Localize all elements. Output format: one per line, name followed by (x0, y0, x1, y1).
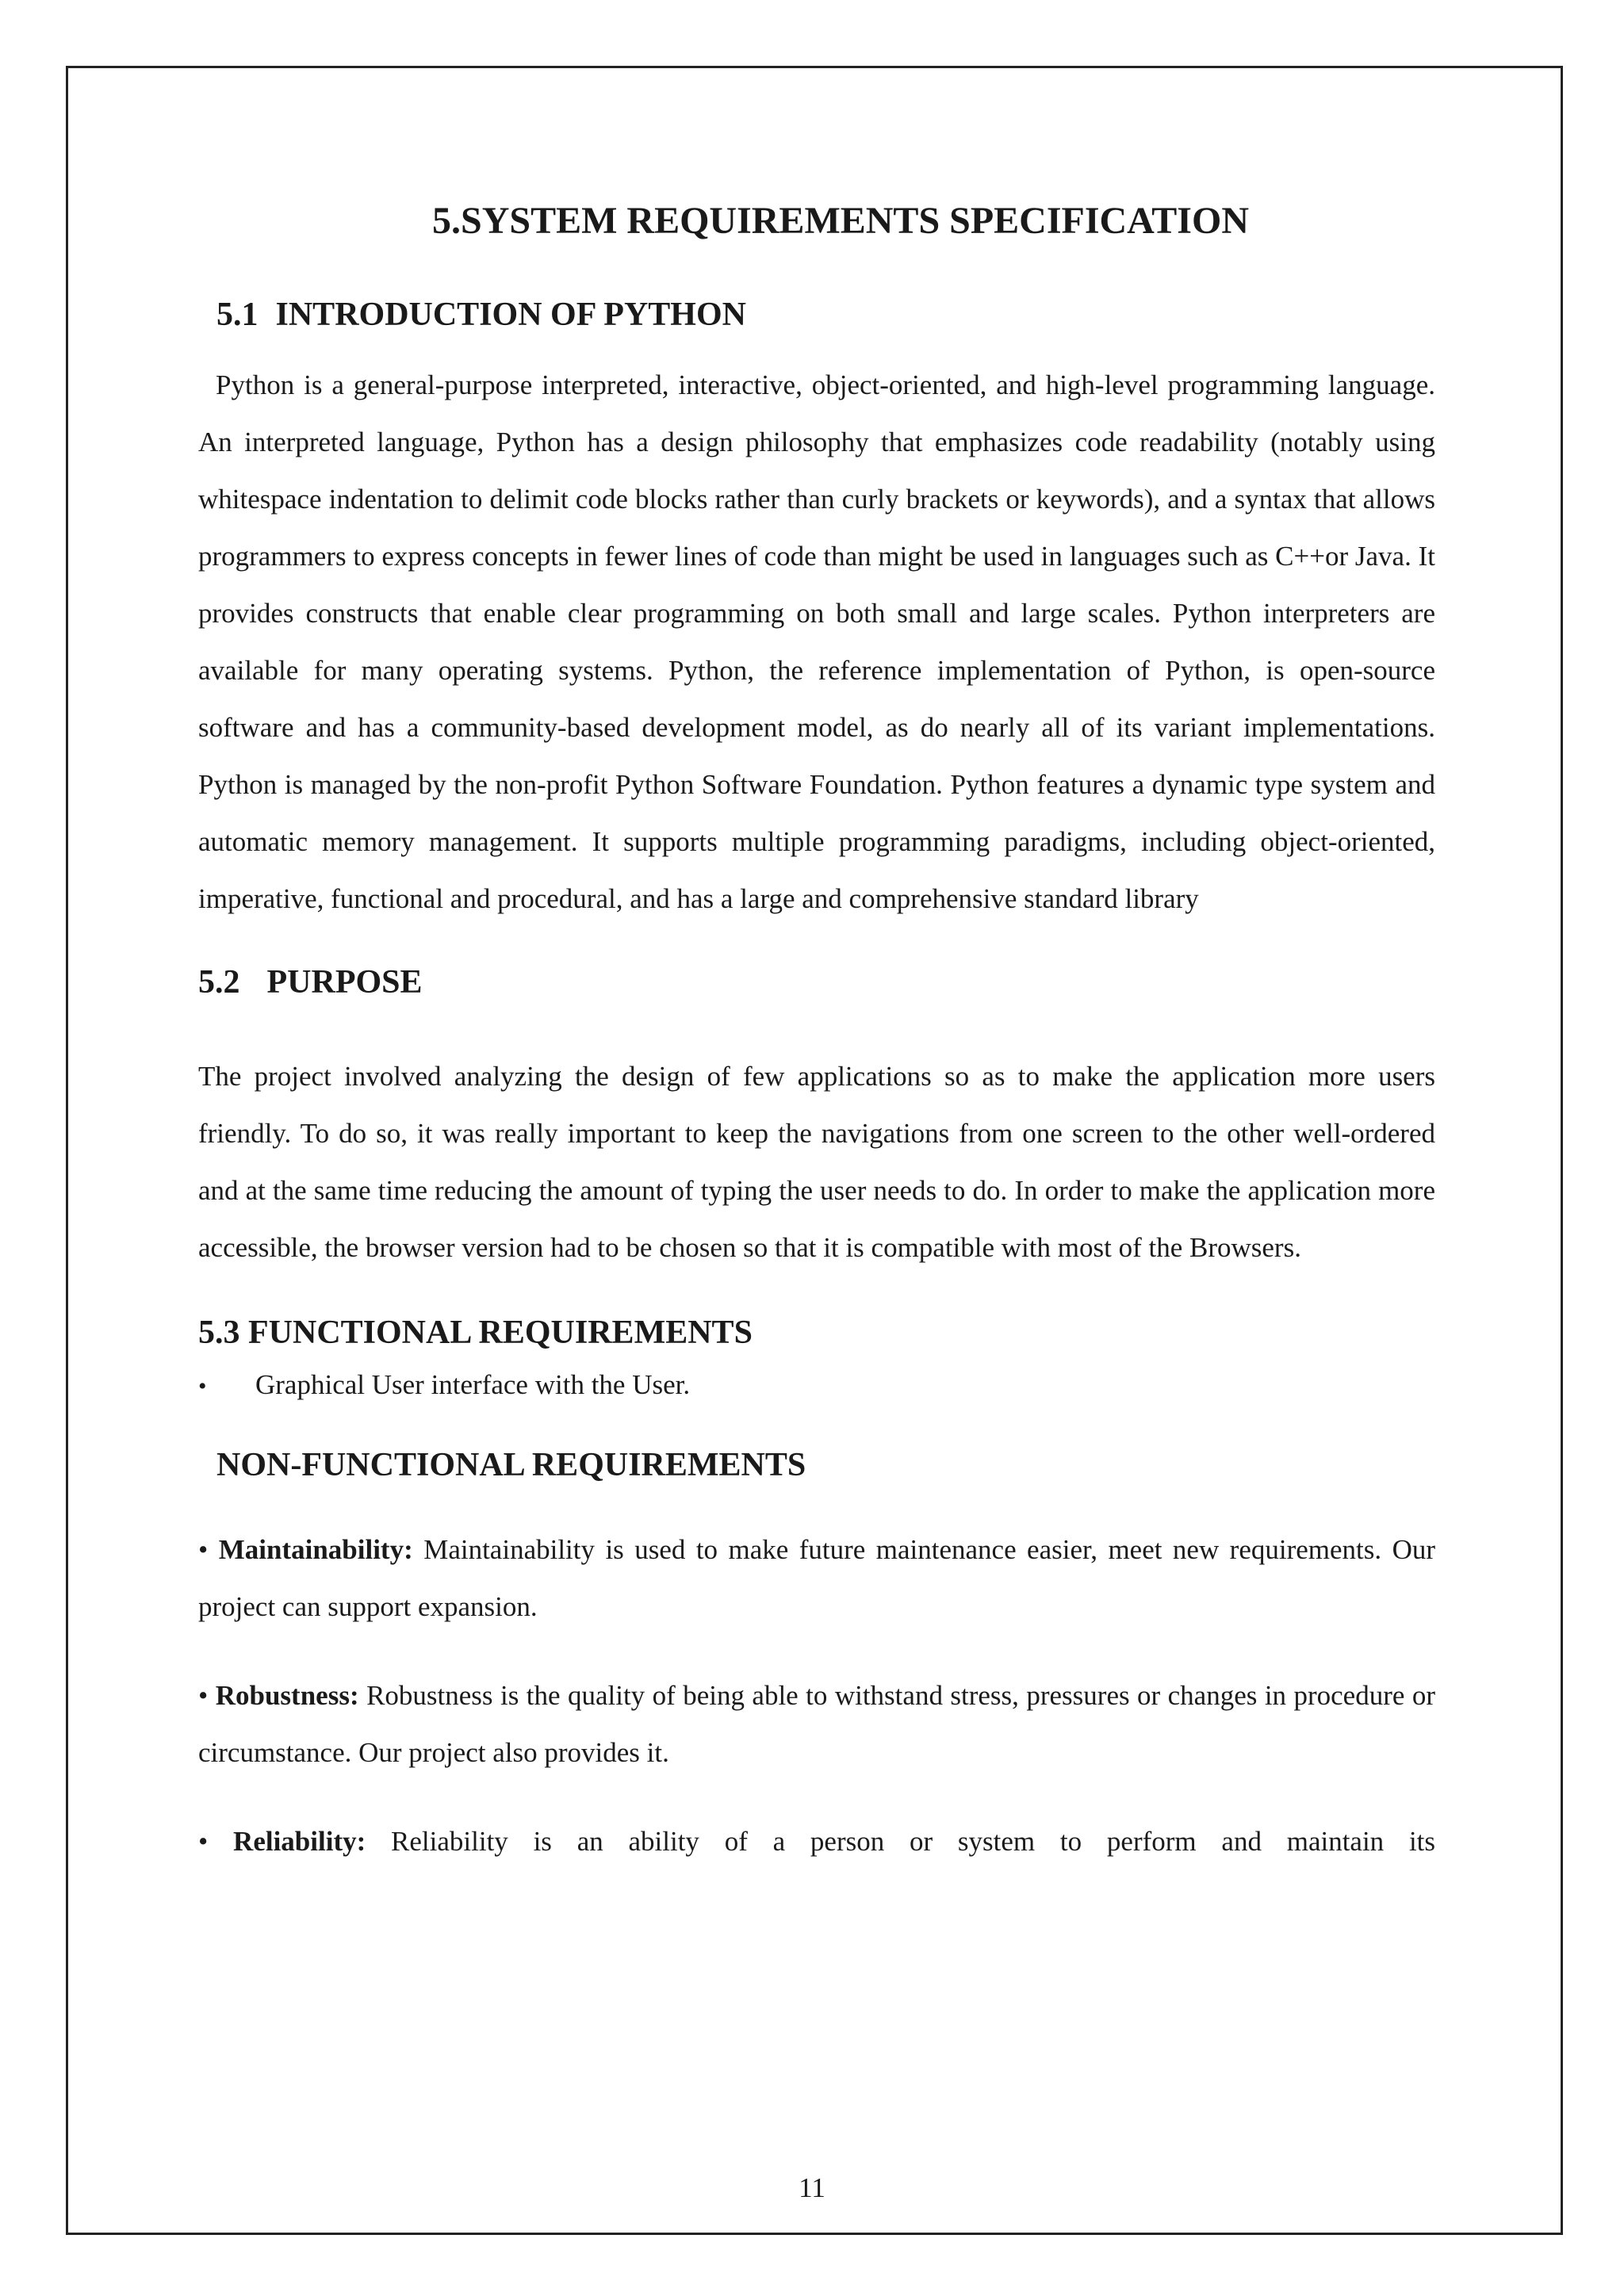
spacer (198, 1276, 1435, 1313)
section-5-1-title: INTRODUCTION OF PYTHON (275, 296, 746, 333)
spacer (198, 928, 1435, 962)
spacer (198, 1485, 1435, 1521)
section-5-2-title: PURPOSE (266, 963, 423, 1001)
nfr-text: Maintainability is used to make future maintenance easier, meet new requirements. Our project can support expansion. (198, 1534, 1436, 1623)
nfr-text: Robustness is the quality of being able to withstand stress, pressures or changes in procedure or circumstance. Our project also provides it. (198, 1680, 1436, 1769)
section-5-2-number: 5.2 (198, 963, 240, 1001)
section-5-1-heading (216, 295, 1435, 335)
spacer (198, 1002, 1435, 1048)
nfr-term: Reliability: (233, 1826, 366, 1858)
nfr-term: Maintainability: (218, 1534, 413, 1566)
functional-requirement-text: Graphical User interface with the User. (255, 1368, 691, 1400)
nfr-text: Reliability is an ability of a person or system to perform and maintain its (391, 1826, 1436, 1858)
section-5-2-body: The project involved analyzing the design of few applications so as to make the application more users friendly. To do so, it was really important to keep the navigations from one screen to the other well-ordered and at the same time reducing the amount of typing the user needs to do. In order to make the application more accessible, the browser version had to be chosen so that it is compatible with most of the Browsers. (198, 1061, 1435, 1264)
section-5-2-heading (198, 962, 1435, 1002)
spacer (198, 244, 1435, 295)
nonfunctional-heading: NON-FUNCTIONAL REQUIREMENTS (216, 1446, 806, 1483)
spacer (198, 1415, 1435, 1445)
spacer (198, 335, 1435, 357)
functional-requirement-item (198, 1357, 1435, 1415)
spacer (198, 1636, 1435, 1667)
bullet-icon: • (198, 1372, 207, 1399)
section-5-1-body: Python is a general-purpose interpreted, interactive, object-oriented, and high-level programming language. An interpreted language, Python has a design philosophy that emphasizes code readability (notably using whitespace indentation to delimit code blocks rather than curly brackets or keywords), and a syntax that allows programmers to express concepts in fewer lines of code than might be used in languages such as C++or Java. It provides constructs that enable clear programming on both small and large scales. Python interpreters are available for many operating systems. Python, the reference implementation of Python, is open-source software and has a community-based development model, as do nearly all of its variant implementations. Python is managed by the non-profit Python Software Foundation. Python features a dynamic type system and automatic memory management. It supports multiple programming paradigms, including object-oriented, imperative, functional and procedural, and has a large and comprehensive standard library (198, 369, 1435, 914)
document-title: 5.SYSTEM REQUIREMENTS SPECIFICATION (432, 200, 1249, 242)
bullet-icon: • (198, 1826, 209, 1858)
nfr-item-reliability (198, 1813, 1435, 1870)
section-5-1-number: 5.1 (216, 296, 259, 333)
nfr-item-robustness (198, 1667, 1435, 1781)
document-content (198, 198, 1435, 1870)
section-5-3-heading: 5.3 FUNCTIONAL REQUIREMENTS (198, 1314, 753, 1352)
page-number: 11 (799, 2172, 825, 2203)
bullet-icon: • (198, 1680, 209, 1712)
nfr-item-maintainability (198, 1521, 1435, 1636)
spacer (198, 1781, 1435, 1813)
nfr-term: Robustness: (215, 1680, 359, 1712)
bullet-icon: • (198, 1534, 209, 1566)
